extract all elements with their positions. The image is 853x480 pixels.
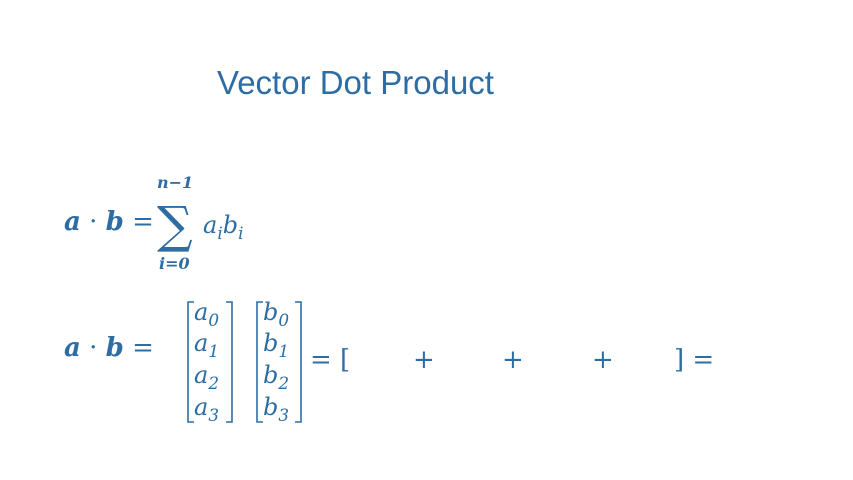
- eq2-vector-b: b: [105, 333, 124, 363]
- term-b: b: [222, 211, 239, 239]
- vector-b-entry: $b_0$: [263, 298, 290, 330]
- vector-a-entry: $a_0$: [194, 298, 219, 330]
- eq1-dot: ·: [89, 207, 98, 237]
- term-a: a: [203, 211, 218, 239]
- sum-term: [203, 211, 243, 243]
- vector-b-entry: $b_2$: [263, 361, 290, 393]
- plus-sign-1: +: [413, 345, 435, 375]
- eq2-lhs: [64, 333, 154, 363]
- rhs-close: ] =: [674, 345, 715, 375]
- vector-a-entry: $a_1$: [194, 329, 219, 361]
- vector-a-entry: $a_2$: [194, 361, 219, 393]
- term-b-sub: i: [238, 222, 244, 243]
- vector-b-entry: $b_3$: [263, 393, 290, 425]
- rhs-open: = [: [310, 345, 351, 375]
- term-a-sub: i: [217, 222, 223, 243]
- vector-b-entry: $b_1$: [263, 329, 290, 361]
- eq2-dot: ·: [89, 333, 98, 363]
- eq2-vector-a: a: [64, 333, 81, 363]
- vector-a-entry: $a_3$: [194, 393, 219, 425]
- sum-lower-limit: i=0: [159, 254, 190, 273]
- plus-sign-3: +: [592, 345, 614, 375]
- sum-upper-limit: n−1: [157, 173, 194, 192]
- sigma-symbol: ∑: [157, 196, 193, 254]
- eq2-equals: =: [132, 333, 154, 363]
- eq1-vector-a: a: [64, 207, 81, 237]
- column-vector-b: [255, 300, 295, 426]
- plus-sign-2: +: [502, 345, 524, 375]
- eq1-equals: =: [132, 207, 154, 237]
- eq1-vector-b: b: [105, 207, 124, 237]
- column-vector-a: [186, 300, 226, 426]
- eq1-lhs: [64, 207, 154, 237]
- page-title: Vector Dot Product: [217, 64, 494, 101]
